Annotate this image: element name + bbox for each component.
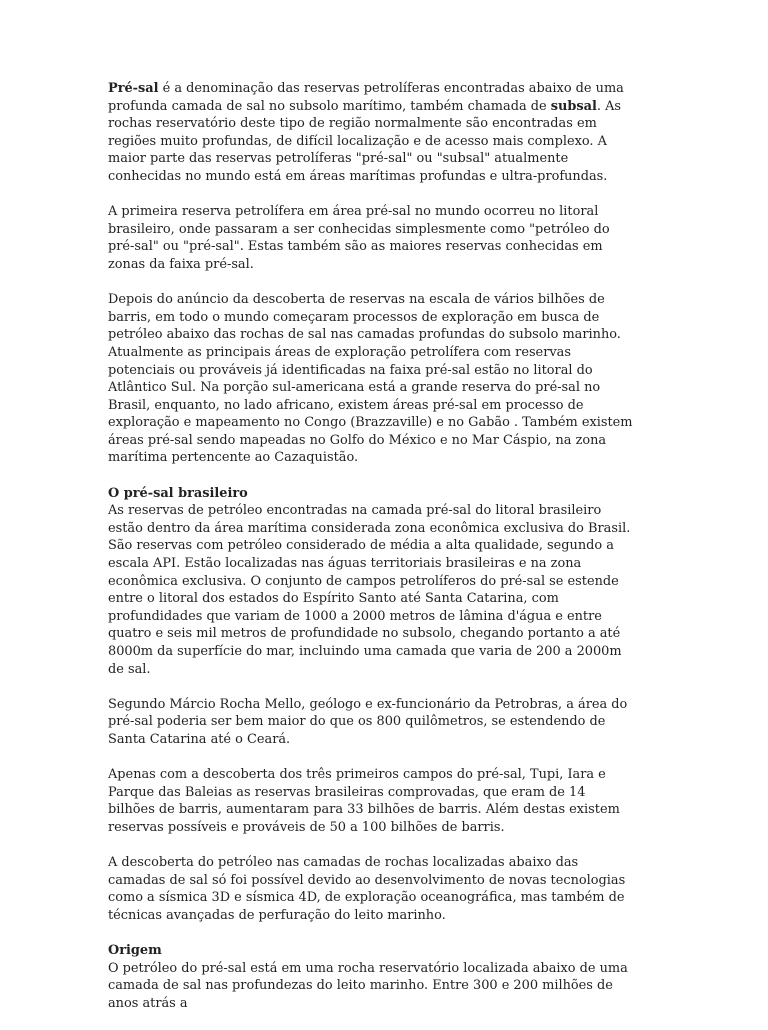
section-origem [108,942,636,1012]
brasil-reserves-paragraph: As reservas de petróleo encontradas na camada pré-sal do litoral brasileiro estão dentro da área marítima considerada zona econômica exclusiva do Brasil. São reservas com petróleo considerado de média a alta qualidade, segundo a escala API. Estão localizadas nas águas territoriais brasileiras e na zona econômica exclusiva. O conjunto de campos petrolíferos do pré-sal se estende entre o litoral dos estados do Espírito Santo até Santa Catarina, com profundidades que variam de 1000 a 2000 metros de lâmina d'água e entre quatro e seis mil metros de profundidade no subsolo, chegando portanto a até 8000m da superfície do mar, incluindo uma camada que varia de 200 a 2000m de sal. [108,503,631,677]
first-reserve-paragraph: A primeira reserva petrolífera em área pré-sal no mundo ocorreu no litoral brasileiro, onde passaram a ser conhecidas simplesmente como "petróleo do pré-sal" ou "pré-sal". Estas também são as maiores reservas conhecidas em zonas da faixa pré-sal. [108,204,610,272]
first-fields-paragraph: Apenas com a descoberta dos três primeiros campos do pré-sal, Tupi, Iara e Parque das Baleias as reservas brasileiras comprovadas, que eram de 14 bilhões de barris, aumentaram para 33 bilhões de barris. Além destas existem reservas possíveis e prováveis de 50 a 100 bilhões de barris. [108,767,620,835]
intro-paragraph [108,80,636,186]
section-heading-origem: Origem [108,943,162,959]
document-page [108,80,636,1030]
term-subsal: subsal [550,98,597,114]
section-pre-sal-brasileiro [108,485,636,925]
intro-text-part2: . As rochas reservatório deste tipo de região normalmente são encontradas em regiões muito profundas, de difícil localização e de acesso mais complexo. A maior parte das reservas petrolíferas "pré-sal" ou "subsal" atualmente conhecidas no mundo está em áreas marítimas profundas e ultra-profundas. [108,98,621,184]
intro-text-part1: é a denominação das reservas petrolíferas encontradas abaixo de uma profunda camada de sal no subsolo marítimo, também chamada de [108,81,624,114]
technology-paragraph: A descoberta do petróleo nas camadas de rochas localizadas abaixo das camadas de sal só foi possível devido ao desenvolvimento de novas tecnologias como a sísmica 3D e sísmica 4D, de exploração oceanográfica, mas também de técnicas avançadas de perfuração do leito marinho. [108,855,626,923]
origem-paragraph: O petróleo do pré-sal está em uma rocha reservatório localizada abaixo de uma camada de sal nas profundezas do leito marinho. Entre 300 e 200 milhões de anos atrás a [108,960,628,1011]
section-heading-brasileiro: O pré-sal brasileiro [108,485,248,501]
marcio-mello-paragraph: Segundo Márcio Rocha Mello, geólogo e ex-funcionário da Petrobras, a área do pré-sal poderia ser bem maior do que os 800 quilômetros, se estendendo de Santa Catarina até o Ceará. [108,696,628,747]
exploration-paragraph: Depois do anúncio da descoberta de reservas na escala de vários bilhões de barris, em todo o mundo começaram processos de exploração em busca de petróleo abaixo das rochas de sal nas camadas profundas do subsolo marinho. Atualmente as principais áreas de exploração petrolífera com reservas potenciais ou prováveis já identificadas na faixa pré-sal estão no litoral do Atlântico Sul. Na porção sul-americana está a grande reserva do pré-sal no Brasil, enquanto, no lado africano, existem áreas pré-sal em processo de exploração e mapeamento no Congo (Brazzaville) e no Gabão . Também existem áreas pré-sal sendo mapeadas no Golfo do México e no Mar Cáspio, na zona marítima pertencente ao Cazaquistão. [108,292,633,466]
term-pre-sal: Pré-sal [108,81,159,96]
